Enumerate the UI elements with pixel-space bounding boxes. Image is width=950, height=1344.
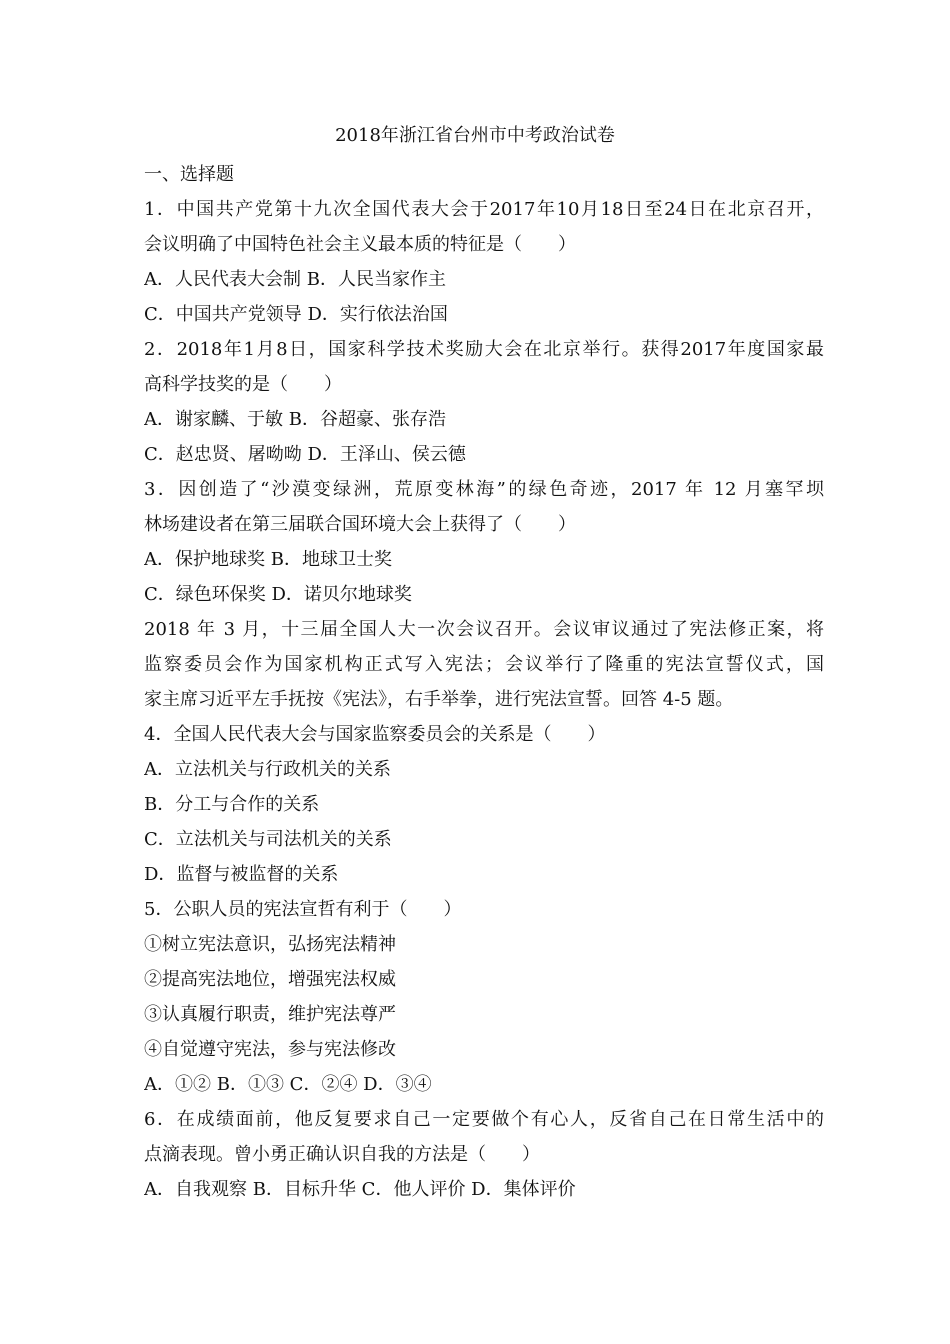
question-5-item-1: ①树立宪法意识，弘扬宪法精神 xyxy=(144,934,396,955)
question-5-item-3: ③认真履行职责，维护宪法尊严 xyxy=(144,1004,396,1025)
question-4-option-a: A．立法机关与行政机关的关系 xyxy=(144,759,391,780)
question-4-option-c: C．立法机关与司法机关的关系 xyxy=(144,829,392,850)
question-5-item-2: ②提高宪法地位，增强宪法权威 xyxy=(144,969,396,990)
question-5-options: A．①② B．①③ C．②④ D．③④ xyxy=(144,1074,432,1095)
question-2-options-cd: C．赵忠贤、屠呦呦 D．王泽山、侯云德 xyxy=(144,444,466,465)
section-heading: 一、选择题 xyxy=(144,164,234,185)
material-line-1: 2018 年 3 月，十三届全国人大一次会议召开。会议审议通过了宪法修正案，将 xyxy=(144,619,824,640)
document-body xyxy=(144,157,824,1207)
question-6-stem-line-1: 6．在成绩面前，他反复要求自己一定要做个有心人，反省自己在日常生活中的 xyxy=(144,1109,824,1130)
material-line-3: 家主席习近平左手抚按《宪法》，右手举拳，进行宪法宣誓。回答 4-5 题。 xyxy=(144,689,734,710)
question-2-options-ab: A．谢家麟、于敏 B．谷超豪、张存浩 xyxy=(144,409,446,430)
question-1-options-ab: A．人民代表大会制 B．人民当家作主 xyxy=(144,269,446,290)
question-6-stem-line-2: 点滴表现。曾小勇正确认识自我的方法是（ ） xyxy=(144,1144,540,1165)
question-1-options-cd: C．中国共产党领导 D．实行依法治国 xyxy=(144,304,448,325)
question-6-options: A．自我观察 B．目标升华 C．他人评价 D．集体评价 xyxy=(144,1179,576,1200)
question-5-stem: 5．公职人员的宪法宣哲有利于（ ） xyxy=(144,899,462,920)
question-3-stem-line-1: 3．因创造了“沙漠变绿洲，荒原变林海”的绿色奇迹，2017 年 12 月塞罕坝 xyxy=(144,479,824,500)
question-4-option-d: D．监督与被监督的关系 xyxy=(144,864,339,885)
question-3-options-cd: C．绿色环保奖 D．诺贝尔地球奖 xyxy=(144,584,412,605)
question-1-stem-line-2: 会议明确了中国特色社会主义最本质的特征是（ ） xyxy=(144,234,576,255)
material-line-2: 监察委员会作为国家机构正式写入宪法；会议举行了隆重的宪法宣誓仪式，国 xyxy=(144,654,824,675)
page-title: 2018年浙江省台州市中考政治试卷 xyxy=(335,125,615,146)
question-4-stem: 4．全国人民代表大会与国家监察委员会的关系是（ ） xyxy=(144,724,606,745)
question-2-stem-line-2: 高科学技奖的是（ ） xyxy=(144,374,342,395)
question-3-stem-line-2: 林场建设者在第三届联合国环境大会上获得了（ ） xyxy=(144,514,576,535)
question-4-option-b: B．分工与合作的关系 xyxy=(144,794,320,815)
question-5-item-4: ④自觉遵守宪法，参与宪法修改 xyxy=(144,1039,396,1060)
question-3-options-ab: A．保护地球奖 B．地球卫士奖 xyxy=(144,549,392,570)
question-1-stem-line-1: 1．中国共产党第十九次全国代表大会于2017年10月18日至24日在北京召开， xyxy=(144,199,824,220)
question-2-stem-line-1: 2．2018年1月8日，国家科学技术奖励大会在北京举行。获得2017年度国家最 xyxy=(144,339,824,360)
